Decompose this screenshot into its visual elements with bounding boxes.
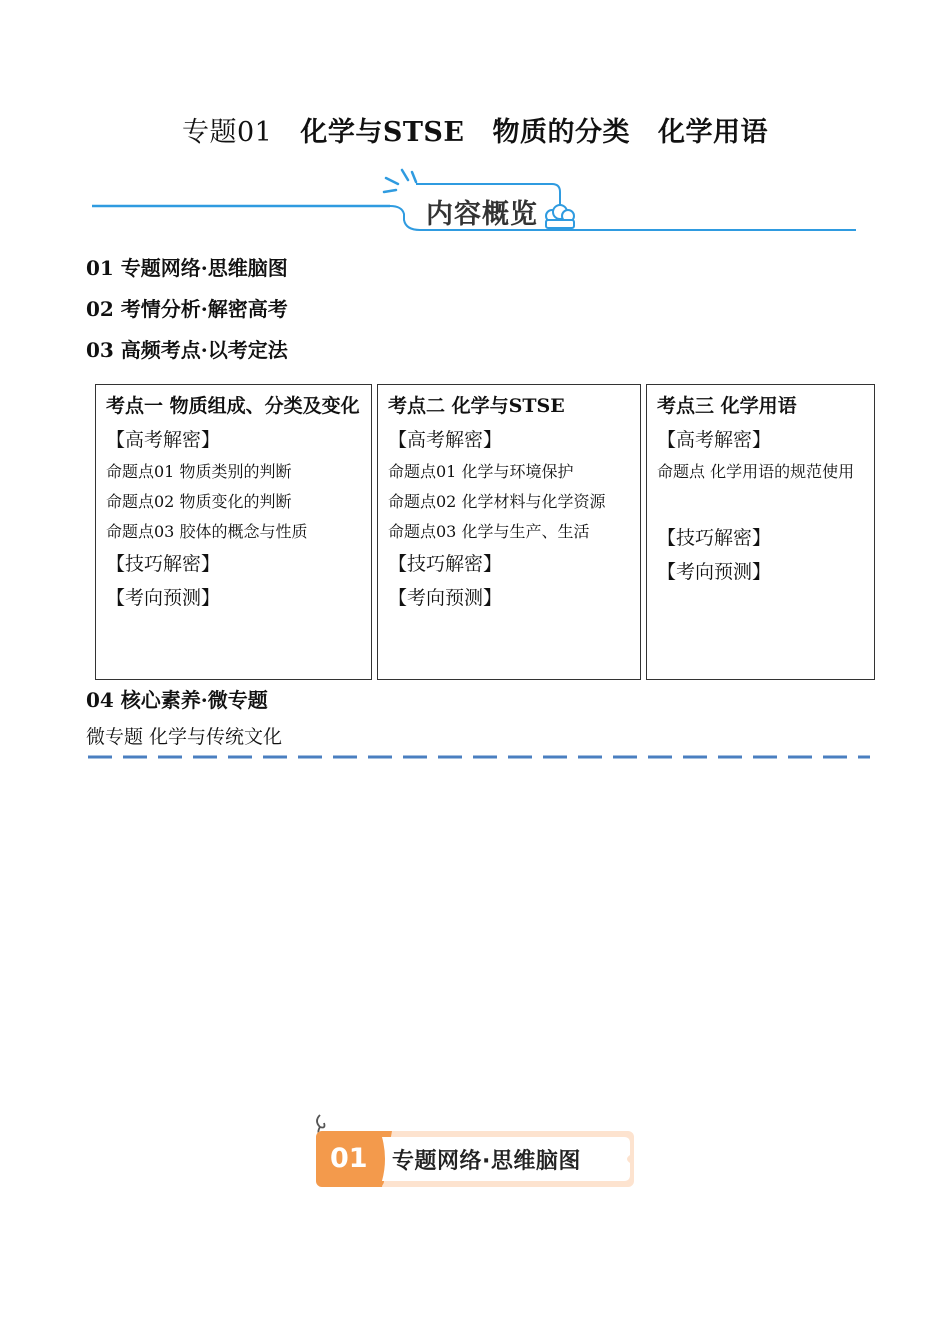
box-item[interactable]: 命题点 化学用语的规范使用 xyxy=(657,462,855,481)
toc-item-exam-analysis[interactable]: 02 考情分析·解密高考 xyxy=(86,297,288,321)
micro-topic-item[interactable]: 微专题 化学与传统文化 xyxy=(86,726,283,748)
toc-item-key-points[interactable]: 03 高频考点·以考定法 xyxy=(86,338,288,362)
box-section-skills[interactable]: 【技巧解密】 xyxy=(388,553,503,575)
box-item[interactable]: 命题点01 物质类别的判断 xyxy=(106,462,292,481)
box-title: 考点三 化学用语 xyxy=(657,395,797,417)
box-section-exam[interactable]: 【高考解密】 xyxy=(657,429,772,451)
overview-label: 内容概览 xyxy=(426,199,538,230)
box-section-forecast[interactable]: 【考向预测】 xyxy=(388,587,503,609)
box-item[interactable]: 命题点03 化学与生产、生活 xyxy=(388,522,590,541)
chef-hat-icon xyxy=(546,205,574,228)
box-item[interactable]: 命题点03 胶体的概念与性质 xyxy=(106,522,308,541)
badge-label: 专题网络·思维脑图 xyxy=(392,1149,581,1174)
toc-item-core-literacy[interactable]: 04 核心素养·微专题 xyxy=(86,688,268,712)
box-section-skills[interactable]: 【技巧解密】 xyxy=(657,527,772,549)
spacer xyxy=(657,487,864,521)
box-section-skills[interactable]: 【技巧解密】 xyxy=(106,553,221,575)
section-badge xyxy=(312,1113,637,1191)
sparkle-icon xyxy=(384,170,416,192)
title-topic-3: 化学用语 xyxy=(658,117,769,148)
knowledge-box-1 xyxy=(95,384,372,680)
box-item[interactable]: 命题点02 化学材料与化学资源 xyxy=(388,492,606,511)
box-section-exam[interactable]: 【高考解密】 xyxy=(388,429,503,451)
badge-number: 01 xyxy=(330,1143,368,1174)
box-item[interactable]: 命题点01 化学与环境保护 xyxy=(388,462,574,481)
box-section-exam[interactable]: 【高考解密】 xyxy=(106,429,221,451)
knowledge-box-2 xyxy=(377,384,641,680)
page-title xyxy=(0,110,950,149)
content-overview-banner xyxy=(90,168,860,238)
title-topic-number: 专题01 xyxy=(181,117,273,148)
box-title: 考点一 物质组成、分类及变化 xyxy=(106,395,360,417)
toc-item-mind-map[interactable]: 01 专题网络·思维脑图 xyxy=(86,256,288,280)
box-section-forecast[interactable]: 【考向预测】 xyxy=(657,561,772,583)
box-section-forecast[interactable]: 【考向预测】 xyxy=(106,587,221,609)
knowledge-box-3 xyxy=(646,384,875,680)
box-title: 考点二 化学与STSE xyxy=(388,395,565,417)
title-topic-2: 物质的分类 xyxy=(492,117,631,148)
box-item[interactable]: 命题点02 物质变化的判断 xyxy=(106,492,292,511)
dashed-divider xyxy=(88,755,870,759)
title-topic-1: 化学与STSE xyxy=(300,117,465,148)
